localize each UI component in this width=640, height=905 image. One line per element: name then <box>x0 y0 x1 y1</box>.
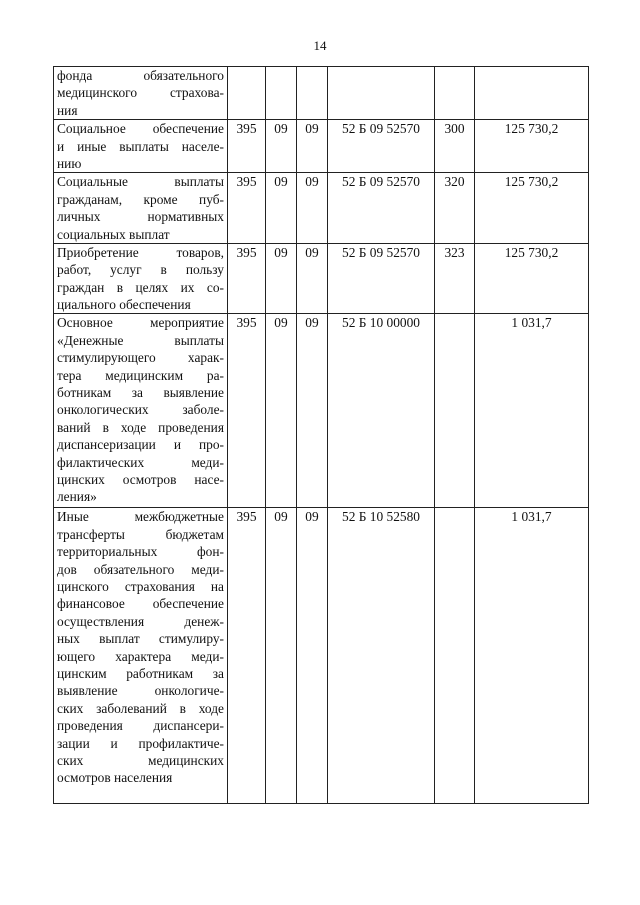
cell-target-article: 52 Б 09 52570 <box>328 243 435 314</box>
cell-amount: 1 031,7 <box>475 508 589 804</box>
description-line: медицинского страхова- <box>57 85 224 101</box>
page-number: 14 <box>313 38 327 53</box>
table-row <box>54 173 589 244</box>
cell-expense-type: 320 <box>435 173 475 244</box>
description-line: дов обязательного меди- <box>57 561 224 577</box>
row-description <box>54 173 228 244</box>
row-description <box>54 314 228 508</box>
row-description <box>54 243 228 314</box>
row-description <box>54 508 228 804</box>
description-line: и иные выплаты населе- <box>57 138 224 154</box>
cell-amount: 125 730,2 <box>475 243 589 314</box>
cell-section: 09 <box>266 508 297 804</box>
description-line: Иные межбюджетные <box>57 509 224 525</box>
cell-expense-type <box>435 67 475 120</box>
description-line: ских медицинских <box>57 752 224 768</box>
description-line: нию <box>57 155 82 171</box>
table-row <box>54 67 589 120</box>
description-line: тера медицинским ра- <box>57 367 224 383</box>
budget-table <box>53 66 589 804</box>
cell-code: 395 <box>228 120 266 173</box>
cell-expense-type: 323 <box>435 243 475 314</box>
description-line: цинского страхования на <box>57 579 224 595</box>
description-line: ваний в ходе проведения <box>57 419 224 435</box>
cell-target-article: 52 Б 10 00000 <box>328 314 435 508</box>
table-row <box>54 314 589 508</box>
cell-subsection: 09 <box>297 508 328 804</box>
description-line: Основное мероприятие <box>57 315 224 331</box>
row-description <box>54 67 228 120</box>
table-row <box>54 508 589 804</box>
cell-expense-type <box>435 508 475 804</box>
description-line: проведения диспансери- <box>57 718 224 734</box>
description-line: территориальных фон- <box>57 544 224 560</box>
description-line: Социальные выплаты <box>57 174 224 190</box>
cell-target-article: 52 Б 10 52580 <box>328 508 435 804</box>
description-line: социальных выплат <box>57 226 170 242</box>
cell-section: 09 <box>266 120 297 173</box>
description-line: трансферты бюджетам <box>57 526 224 542</box>
description-line: диспансеризации и про- <box>57 437 224 453</box>
cell-subsection <box>297 67 328 120</box>
description-line: ботникам за выявление <box>57 385 224 401</box>
cell-code: 395 <box>228 243 266 314</box>
cell-expense-type <box>435 314 475 508</box>
description-line: фонда обязательного <box>57 68 224 83</box>
cell-section: 09 <box>266 314 297 508</box>
description-line: онкологических заболе- <box>57 402 224 418</box>
cell-subsection: 09 <box>297 120 328 173</box>
description-line: граждан в целях их со- <box>57 279 224 295</box>
cell-code: 395 <box>228 173 266 244</box>
description-line: цинских осмотров насе- <box>57 471 224 487</box>
description-line: финансовое обеспечение <box>57 596 224 612</box>
cell-amount <box>475 67 589 120</box>
description-line: ния <box>57 102 78 118</box>
description-line: осмотров населения <box>57 770 173 786</box>
cell-expense-type: 300 <box>435 120 475 173</box>
table-row <box>54 120 589 173</box>
description-line: стимулирующего харак- <box>57 350 224 366</box>
description-line: филактических меди- <box>57 454 224 470</box>
cell-section: 09 <box>266 243 297 314</box>
cell-amount: 125 730,2 <box>475 173 589 244</box>
description-line: ющего характера меди- <box>57 648 224 664</box>
row-description <box>54 120 228 173</box>
description-line: цинским работникам за <box>57 665 224 681</box>
description-line: выявление онкологиче- <box>57 683 224 699</box>
description-line: зации и профилактиче- <box>57 735 224 751</box>
cell-code: 395 <box>228 508 266 804</box>
cell-amount: 1 031,7 <box>475 314 589 508</box>
description-line: ления» <box>57 489 97 505</box>
description-line: «Денежные выплаты <box>57 332 224 348</box>
cell-amount: 125 730,2 <box>475 120 589 173</box>
description-line: ских заболеваний в ходе <box>57 700 224 716</box>
description-line: гражданам, кроме пуб- <box>57 191 224 207</box>
description-line: работ, услуг в пользу <box>57 262 224 278</box>
description-line: ных выплат стимулиру- <box>57 631 224 647</box>
cell-target-article: 52 Б 09 52570 <box>328 173 435 244</box>
cell-subsection: 09 <box>297 314 328 508</box>
cell-subsection: 09 <box>297 173 328 244</box>
cell-target-article <box>328 67 435 120</box>
cell-section <box>266 67 297 120</box>
cell-subsection: 09 <box>297 243 328 314</box>
description-line: осуществления денеж- <box>57 613 224 629</box>
description-line: циального обеспечения <box>57 297 191 313</box>
description-line: Приобретение товаров, <box>57 244 224 260</box>
table-body <box>54 67 589 804</box>
table-row <box>54 243 589 314</box>
description-line: Социальное обеспечение <box>57 121 224 137</box>
cell-code: 395 <box>228 314 266 508</box>
description-line: личных нормативных <box>57 209 224 225</box>
cell-code <box>228 67 266 120</box>
cell-target-article: 52 Б 09 52570 <box>328 120 435 173</box>
cell-section: 09 <box>266 173 297 244</box>
